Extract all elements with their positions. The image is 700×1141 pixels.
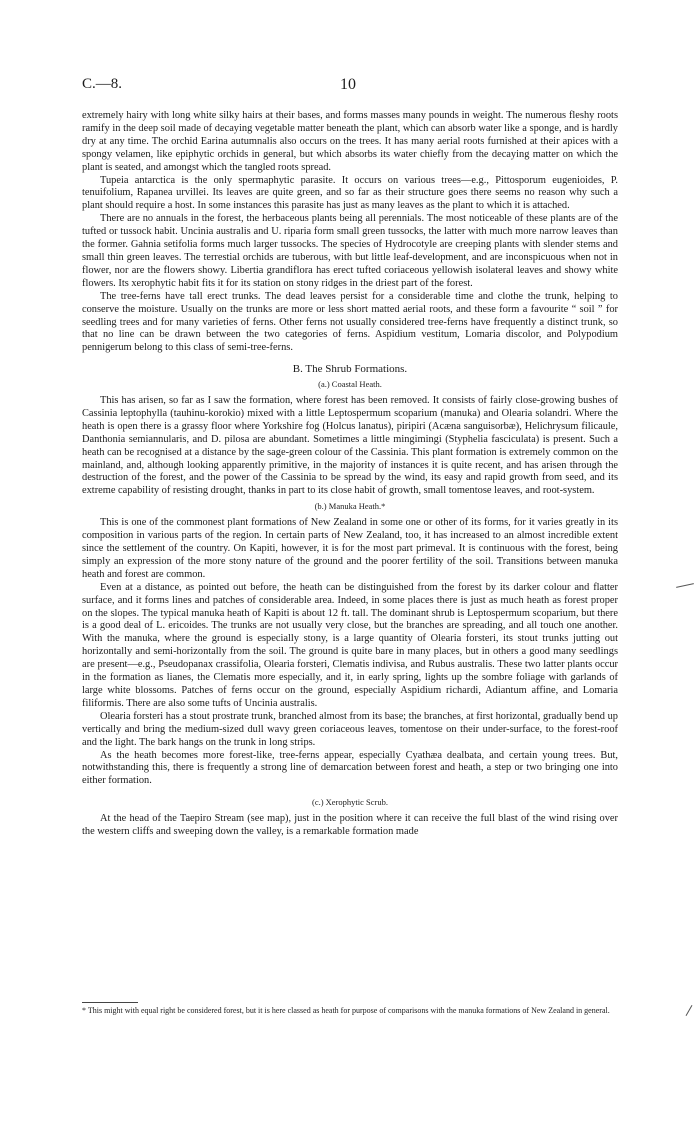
paragraph: Olearia forsteri has a stout prostrate trunk, branched almost from its base; the branches, at first horizontal, gradually bend up vertically and bring the medium-sized dull wavy green coriaceous leaves, tomentose on their under-surface, to the forest-roof and the light. The bark hangs on the trunk in long strips.	[82, 710, 618, 748]
paragraph: There are no annuals in the forest, the herbaceous plants being all perennials. The most noticeable of these plants are of the tufted or tussock habit. Uncinia australis and U. riparia form small green tussocks, the latter with much more narrow leaves than the former. Gahnia setifolia forms much larger tussocks. The species of Hydrocotyle are creeping plants with slender stems and small thin green leaves. The terrestial orchids are tuberous, with but little leaf-development, and are inconspicuous when not in flower, nor are the flowers showy. Libertia grandiflora has erect tufted coriaceous yellowish isolateral leaves and showy white flowers. Its xerophytic habit fits it for its station on stony ridges in the driest part of the forest.	[82, 213, 618, 289]
document-id: C.—8.	[82, 76, 123, 92]
subsection-heading: (a.) Coastal Heath.	[318, 379, 382, 390]
paragraph: As the heath becomes more forest-like, tree-ferns appear, especially Cyathæa dealbata, and certain young trees. But, notwithstanding this, there is frequently a strong line of demarcation between forest and heath, a step or two bringing one into either formation.	[82, 749, 618, 787]
paragraph: Even at a distance, as pointed out before, the heath can be distinguished from the forest by its darker colour and flatter surface, and it forms lines and patches of considerable area. Indeed, in some places there is just as much heath as forest proper on the slopes. The typical manuka heath of Kapiti is about 12 ft. tall. The dominant shrub is Leptospermum scoparium, but there is a good deal of L. ericoides. The trunks are not usually very close, but the branches are spreading, and all touch one another. With the manuka, where the ground is especially stony, is a large quantity of Olearia forsteri, its stout trunks jutting out horizontally and semi-horizontally from the soil. The ground is quite bare in many places, but in others a good many seedlings are present—e.g., Pseudopanax crassifolia, Olearia forsteri, Clematis indivisa, and Rubus australis. These two latter plants occur in the formation as lianes, the Clematis more especially, and it, in early spring, lights up the sombre foliage with garlands of large white blossoms. Patches of ferns occur on the ground, especially Aspidium richardi, Adiantum affine, and Lomaria filiformis. There are also some tufts of Uncinia australis.	[82, 581, 618, 709]
paragraph: At the head of the Taepiro Stream (see map), just in the position where it can receive the full blast of the wind rising over the western cliffs and sweeping down the valley, is a remarkable formation made	[82, 813, 618, 838]
page-body	[82, 110, 618, 839]
subsection-heading: (b.) Manuka Heath.*	[314, 501, 386, 512]
paragraph: The tree-ferns have tall erect trunks. The dead leaves persist for a considerable time and clothe the trunk, helping to conserve the moisture. Usually on the trunks are more or less short matted aerial roots, and these form a favourite “ soil ” for seedling trees and for many varieties of ferns. Other ferns not usually considered tree-ferns have frequently a distinct trunk, so that no line can be drawn between the two categories of ferns. Aspidium vestitum, Lomaria discolor, and Polypodium pennigerum belong to this class of semi-tree-ferns.	[82, 290, 618, 354]
footnote-divider	[82, 1002, 138, 1003]
page-number: 10	[340, 76, 356, 93]
section-heading: B. The Shrub Formations.	[292, 363, 408, 376]
margin-mark	[676, 583, 694, 588]
margin-mark	[686, 1005, 693, 1016]
paragraph: This has arisen, so far as I saw the formation, where forest has been removed. It consists of fairly close-growing bushes of Cassinia leptophylla (tauhinu-korokio) mixed with a little Leptospermum scoparium (manuka) and Olearia solandri. Where the heath is open there is a grassy floor where Yorkshire fog (Holcus lanatus), piripiri (Acæna sanguisorbæ), Helichrysum filicaule, Danthonia semiannularis, and D. pilosa are abundant. Sometimes a little mingimingi (Styphelia fasciculata) is present. Such a heath can be recognised at a distance by the sage-green colour of the Cassinia. This plant formation is extremely common on the mainland, and, although looking apparently primitive, in the majority of instances it is quite recent, and has arisen through the destruction of the forest, and the power of the Cassinia to be spread by the wind, its easy and rapid growth from seed, and its extreme capability of resisting drought, thanks in part to its close habit of growth, small tomentose leaves, and root-system.	[82, 395, 618, 497]
paragraph: Tupeia antarctica is the only spermaphytic parasite. It occurs on various trees—e.g., Pittosporum eugenioides, P. tenuifolium, Rapanea urvillei. Its leaves are quite green, and so far as their structure goes there seems no reason why such a plant should require a host. In some instances this parasite has just as many leaves as the plant to which it is attached.	[82, 174, 618, 212]
paragraph: extremely hairy with long white silky hairs at their bases, and forms masses many pounds in weight. The numerous fleshy roots ramify in the deep soil made of decaying vegetable matter beneath the plant, which can absorb water like a sponge, and is hardly dry at any time. The orchid Earina autumnalis also occurs on the trees. It has many aerial roots furnished at their apices with a spongy velamen, like epiphytic orchids in general, but which absorbs its water chiefly from the decaying matter on which the plant is seated, and amongst which the tangled roots spread.	[82, 110, 618, 173]
footnote: * This might with equal right be considered forest, but it is here classed as heath for purpose of comparisons with the manuka formations of New Zealand in general.	[82, 1006, 610, 1015]
subsection-heading: (c.) Xerophytic Scrub.	[311, 797, 388, 808]
page-header	[82, 76, 622, 96]
paragraph: This is one of the commonest plant formations of New Zealand in some one or other of its forms, for it varies greatly in its composition in various parts of the region. In certain parts of New Zealand, too, it has increased to an almost incredible extent since the settlement of the country. On Kapiti, however, it is for the most part primeval. It is continuous with the forest, being simply an expression of the more stony nature of the ground and the poorer fertility of the soil. Transitions between manuka heath and forest are common.	[82, 517, 618, 580]
